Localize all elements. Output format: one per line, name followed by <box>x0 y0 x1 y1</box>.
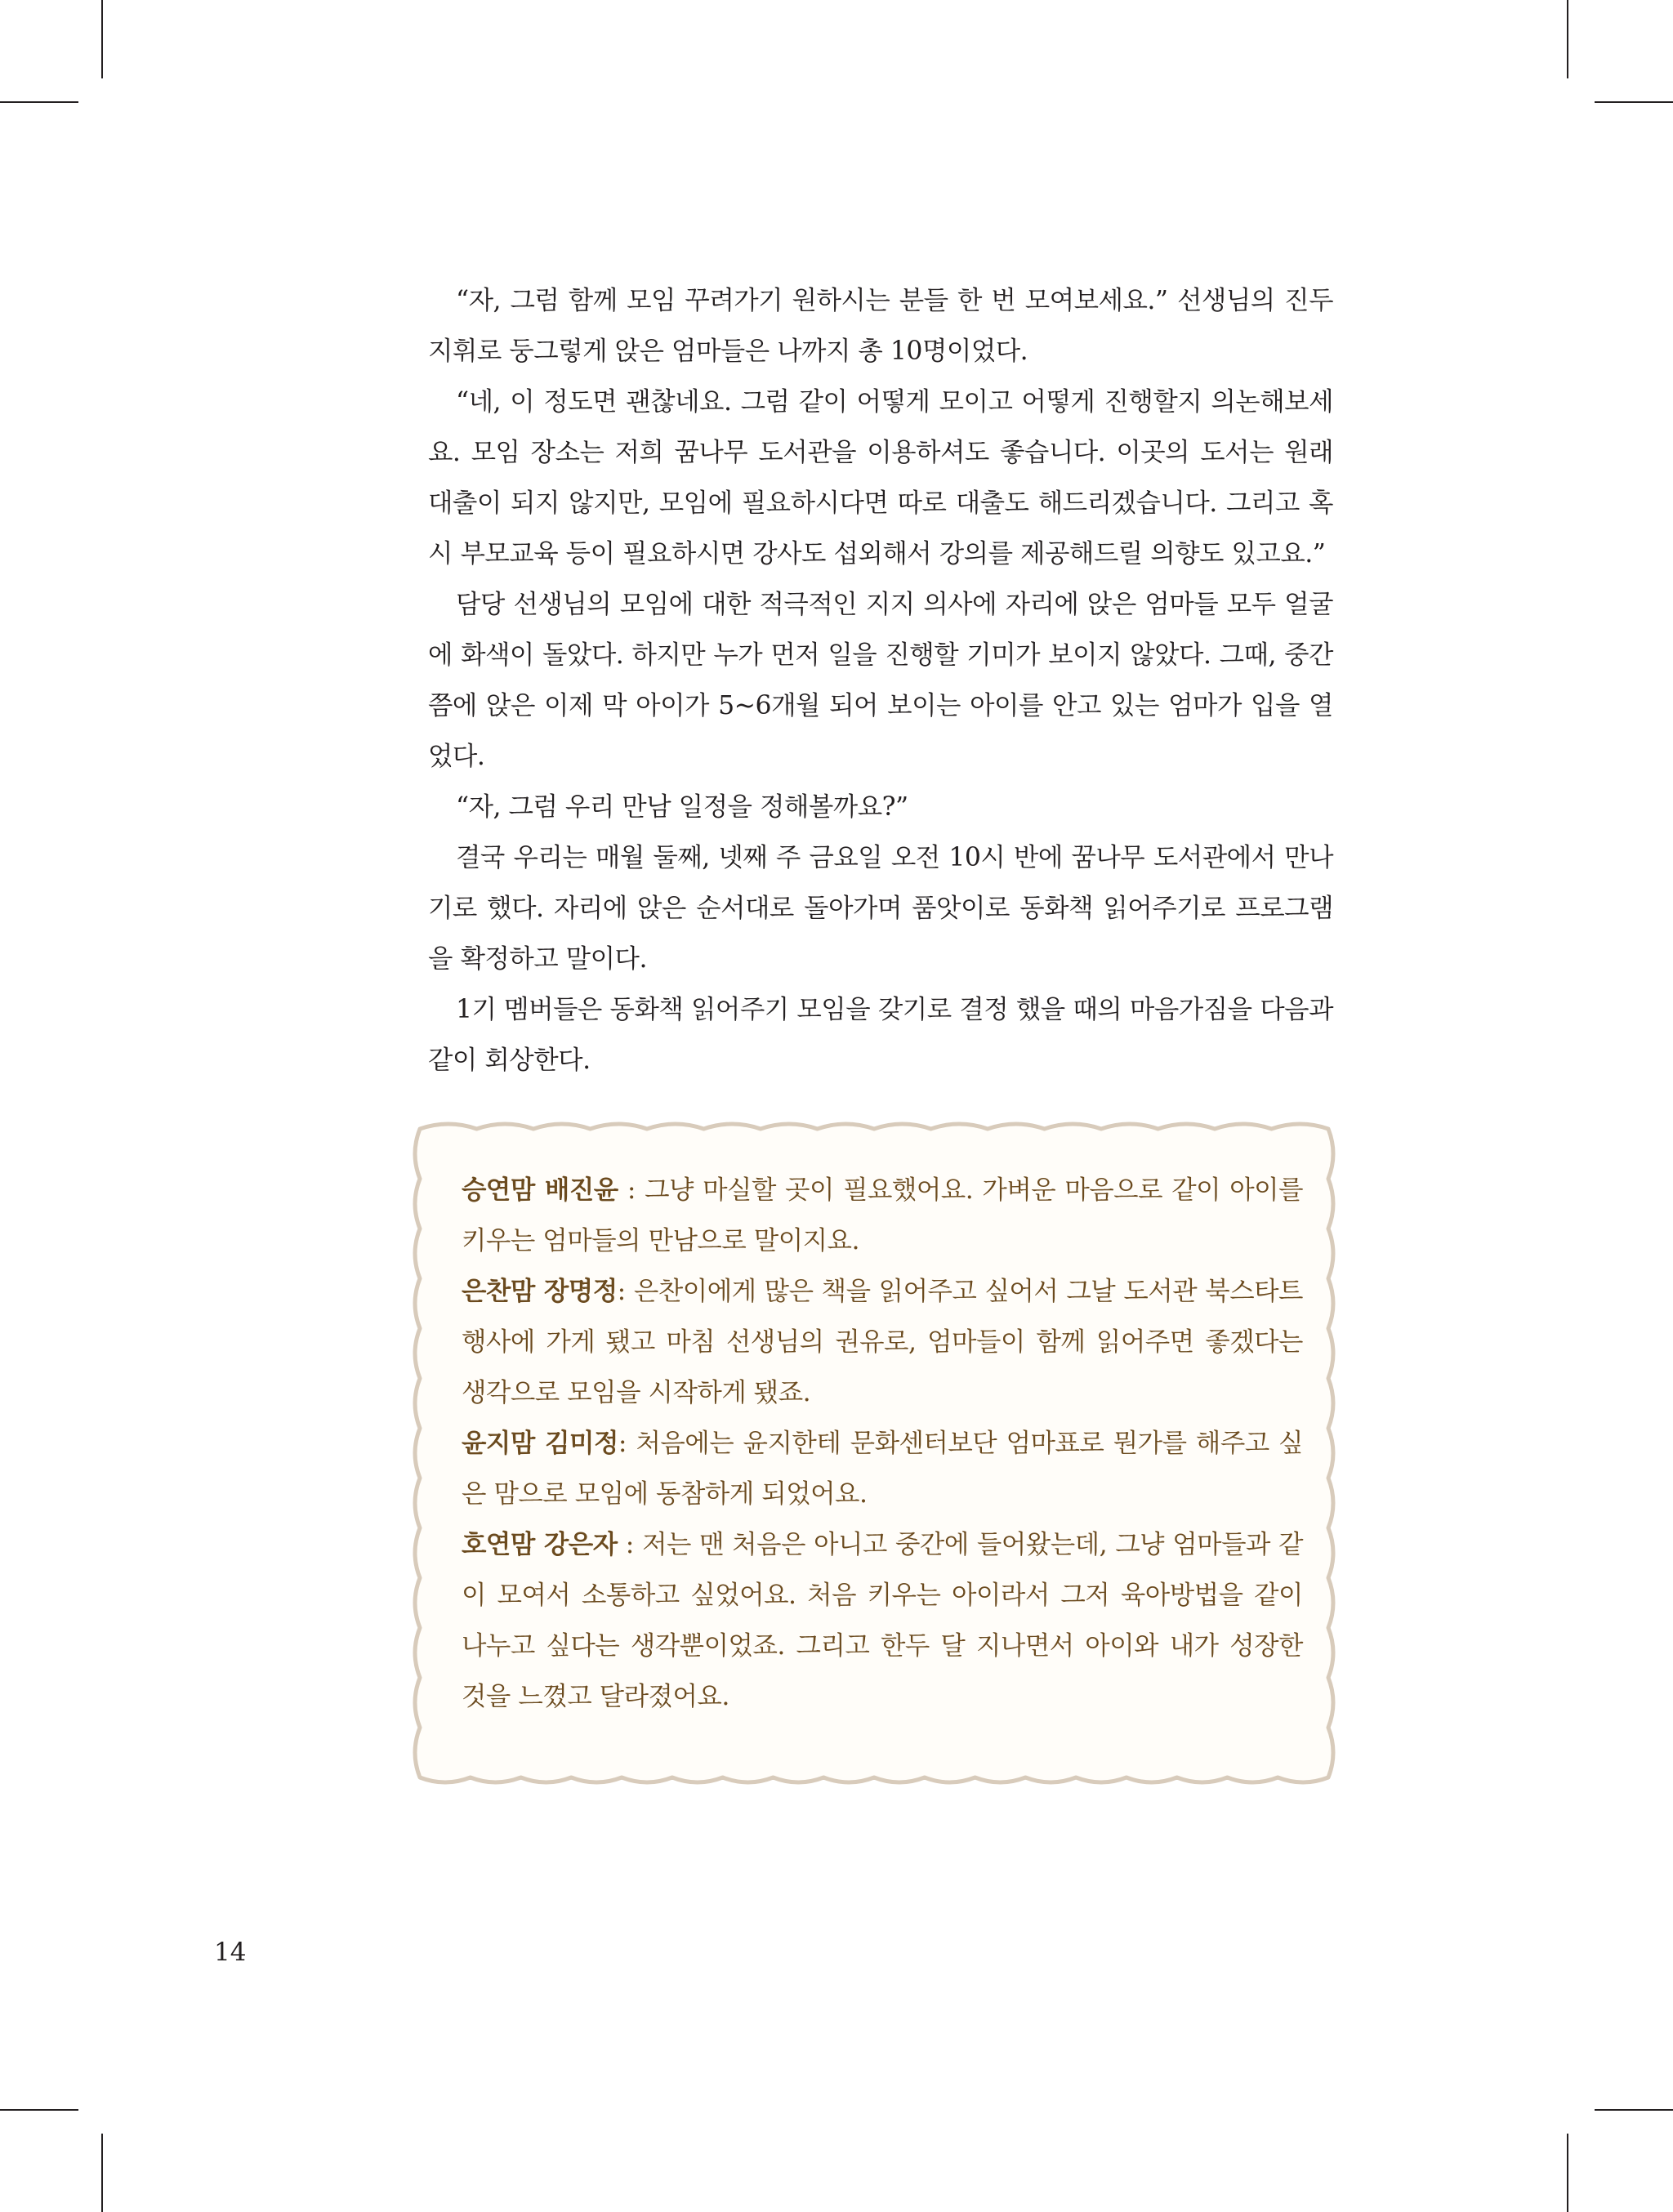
testimonial-item <box>462 1519 1303 1722</box>
testimonial-text: 은찬이에게 많은 책을 읽어주고 싶어서 그날 도서관 북스타트 행사에 가게 됐고 마침 선생님의 권유로, 엄마들이 함께 읽어주면 좋겠다는 생각으로 모임을 시작하게 됐죠. <box>462 1277 1303 1407</box>
crop-mark-bottom-left-horizontal <box>0 2109 78 2111</box>
speaker-name: 은찬맘 장명정 <box>462 1276 618 1306</box>
crop-mark-top-left-horizontal <box>0 101 78 103</box>
paragraph: “네, 이 정도면 괜찮네요. 그럼 같이 어떻게 모이고 어떻게 진행할지 의논해보세요. 모임 장소는 저희 꿈나무 도서관을 이용하셔도 좋습니다. 이곳의 도서는 원래 대출이 되지 않지만, 모임에 필요하시다면 따로 대출도 해드리겠습니다. 그리고 혹시 부모교육 등이 필요하시면 강사도 섭외해서 강의를 제공해드릴 의향도 있고요.” <box>428 387 1333 569</box>
speaker-separator: : <box>617 1530 643 1559</box>
speaker-separator: : <box>618 1175 645 1205</box>
speaker-name: 호연맘 강은자 <box>462 1529 618 1559</box>
crop-mark-bottom-right-horizontal <box>1595 2109 1673 2111</box>
paragraph: “자, 그럼 함께 모임 꾸려가기 원하시는 분들 한 번 모여보세요.” 선생님의 진두지휘로 둥그렇게 앉은 엄마들은 나까지 총 10명이었다. <box>428 286 1333 366</box>
paragraph: 담당 선생님의 모임에 대한 적극적인 지지 의사에 자리에 앉은 엄마들 모두 얼굴에 화색이 돌았다. 하지만 누가 먼저 일을 진행할 기미가 보이지 않았다. 그때, 중간쯤에 앉은 이제 막 아이가 5~6개월 되어 보이는 아이를 안고 있는 엄마가 입을 열었다. <box>428 590 1333 771</box>
testimonial-box <box>462 1165 1303 1722</box>
speaker-separator: : <box>617 1277 634 1306</box>
crop-mark-bottom-left-vertical <box>101 2134 103 2212</box>
speaker-name: 승연맘 배진윤 <box>462 1175 618 1205</box>
paragraph: “자, 그럼 우리 만남 일정을 정해볼까요?” <box>456 792 908 822</box>
testimonial-item <box>462 1418 1303 1519</box>
speaker-separator: : <box>618 1429 636 1458</box>
testimonial-item <box>462 1165 1303 1266</box>
crop-mark-top-left-vertical <box>101 0 103 78</box>
testimonial-item <box>462 1266 1303 1418</box>
crop-mark-bottom-right-vertical <box>1567 2134 1568 2212</box>
speaker-name: 윤지맘 김미정 <box>462 1428 618 1458</box>
testimonial-text: 저는 맨 처음은 아니고 중간에 들어왔는데, 그냥 엄마들과 같이 모여서 소통하고 싶었어요. 처음 키우는 아이라서 그저 육아방법을 같이 나누고 싶다는 생각뿐이었죠. 그리고 한두 달 지나면서 아이와 내가 성장한 것을 느꼈고 달라졌어요. <box>462 1530 1304 1711</box>
crop-mark-top-right-vertical <box>1567 0 1568 78</box>
paragraph: 1기 멤버들은 동화책 읽어주기 모임을 갖기로 결정 했을 때의 마음가짐을 다음과 같이 회상한다. <box>428 995 1333 1075</box>
body-text <box>428 275 1333 1086</box>
crop-mark-top-right-horizontal <box>1595 101 1673 103</box>
testimonial-text: 처음에는 윤지한테 문화센터보단 엄마표로 뭔가를 해주고 싶은 맘으로 모임에 동참하게 되었어요. <box>462 1429 1303 1509</box>
testimonial-text: 그냥 마실할 곳이 필요했어요. 가벼운 마음으로 같이 아이를 키우는 엄마들의 만남으로 말이지요. <box>462 1175 1303 1255</box>
paragraph: 결국 우리는 매월 둘째, 넷째 주 금요일 오전 10시 반에 꿈나무 도서관에서 만나기로 했다. 자리에 앉은 순서대로 돌아가며 품앗이로 동화책 읽어주기로 프로그램을 확정하고 말이다. <box>428 843 1333 974</box>
page-number: 14 <box>214 1938 247 1967</box>
